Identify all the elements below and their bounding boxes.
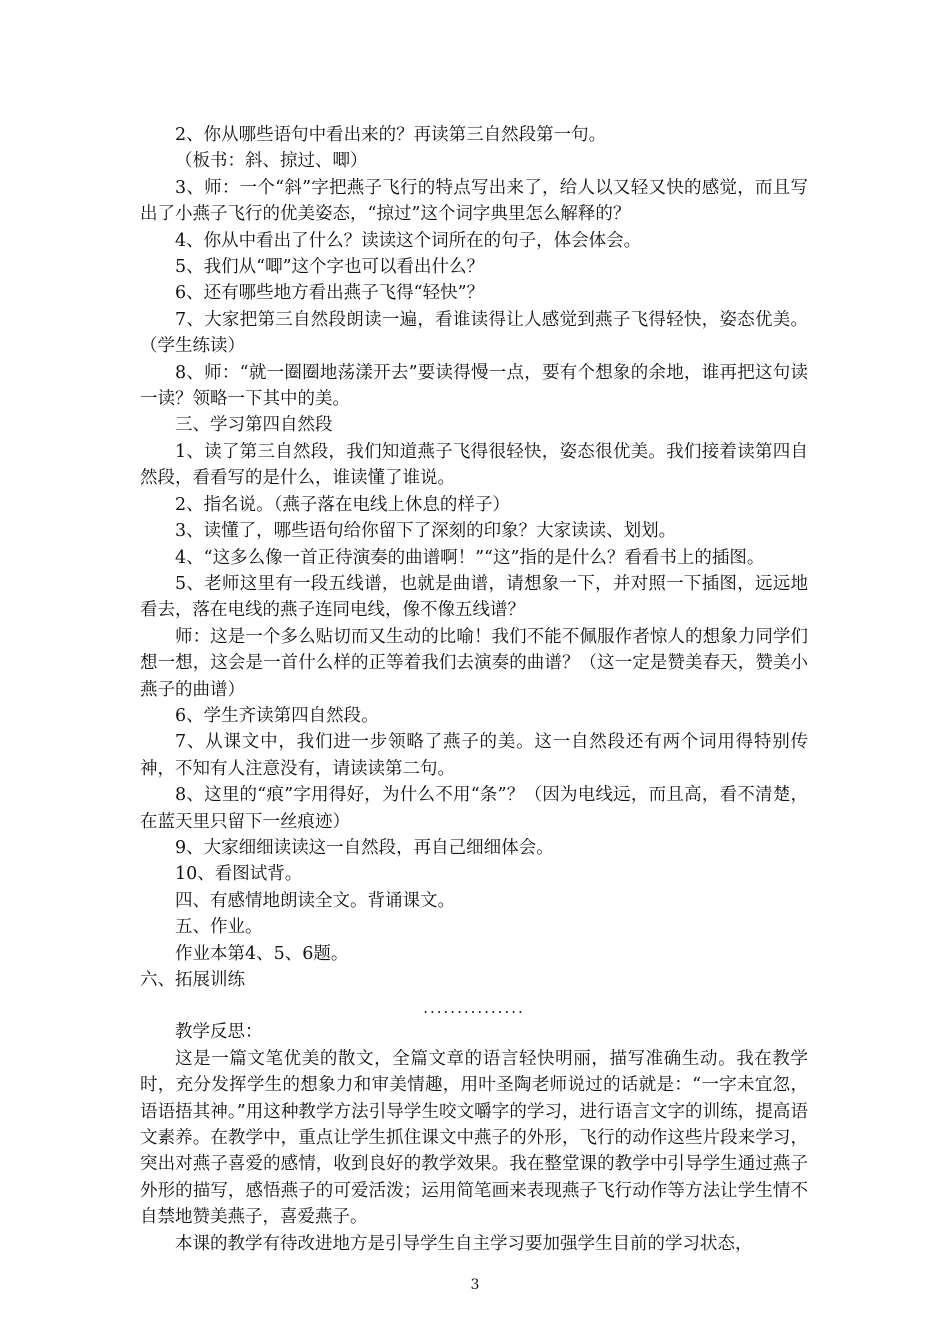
paragraph: 10、看图试背。 (175, 864, 303, 885)
paragraph: 5、老师这里有一段五线谱，也就是曲谱，请想象一下，并对照一下插图，远远地看去，落在电线的燕子连同电线，像不像五线谱？ (140, 573, 808, 621)
paragraph: 4、“这多么像一首正待演奏的曲谱啊！”“这”指的是什么？看看书上的插图。 (175, 547, 765, 568)
paragraph: 9、大家细细读读这一自然段，再自己细细体会。 (175, 837, 554, 858)
paragraph: 六、拓展训练 (140, 970, 245, 990)
paragraph: 4、你从中看出了什么？读读这个词所在的句子，体会体会。 (175, 230, 642, 251)
paragraph: 8、这里的“痕”字用得好，为什么不用“条”？（因为电线远，而且高，看不清楚，在蓝天里只留下一丝痕迹） (140, 785, 808, 832)
paragraph: 本课的教学有待改进地方是引导学生自主学习要加强学生目前的学习状态， (175, 1233, 753, 1254)
teaching-reflection (140, 1019, 808, 1257)
paragraph: 3、读懂了，哪些语句给你留下了深刻的印象？大家读读、划划。 (175, 521, 677, 542)
paragraph: 2、你从哪些语句中看出来的？再读第三自然段第一句。 (175, 125, 607, 145)
lesson-steps (140, 122, 808, 993)
paragraph: 师：这是一个多么贴切而又生动的比喻！我们不能不佩服作者惊人的想象力同学们想一想，这会是一首什么样的正等着我们去演奏的曲谱？（这一定是赞美春天，赞美小燕子的曲谱） (140, 626, 808, 700)
paragraph: 四、有感情地朗读全文。背诵课文。 (175, 890, 455, 911)
paragraph: 三、学习第四自然段 (175, 415, 333, 436)
paragraph: 7、大家把第三自然段朗读一遍，看谁读得让人感觉到燕子飞得轻快，姿态优美。（学生练读） (140, 309, 808, 357)
paragraph: 8、师：“就一圈圈地荡漾开去”要读得慢一点，要有个想象的余地，谁再把这句读一读？领略一下其中的美。 (140, 362, 808, 410)
paragraph: 3、师：一个“斜”字把燕子飞行的特点写出来了，给人以又轻又快的感觉，而且写出了小燕子飞行的优美姿态，“掠过”这个词字典里怎么解释的？ (140, 177, 808, 225)
paragraph: 教学反思： (175, 1022, 263, 1043)
paragraph: 五、作业。 (175, 917, 263, 938)
document-body (140, 122, 808, 1257)
paragraph: 6、学生齐读第四自然段。 (175, 705, 379, 726)
paragraph: 作业本第4、5、6题。 (175, 943, 349, 964)
paragraph: 7、从课文中，我们进一步领略了燕子的美。这一自然段还有两个词用得特别传神，不知有人注意没有，请读读第二句。 (140, 732, 808, 779)
paragraph: （板书：斜、掠过、唧） (175, 151, 368, 172)
paragraph: 这是一篇文笔优美的散文，全篇文章的语言轻快明丽，描写准确生动。我在教学时，充分发挥学生的想象力和审美情趣，用叶圣陶老师说过的话就是：“一字未宜忽，语语捂其神。”用这种教学方法引导学生咬文嚼字的学习，进行语言文字的训练，提高语文素养。在教学中，重点让学生抓住课文中燕子的外形，飞行的动作这些片段来学习，突出对燕子喜爱的感情，收到良好的教学效果。我在整堂课的教学中引导学生通过燕子外形的描写，感悟燕子的可爱活泼；运用简笔画来表现燕子飞行动作等方法让学生情不自禁地赞美燕子，喜爱燕子。 (140, 1048, 808, 1228)
paragraph: 6、还有哪些地方看出燕子飞得“轻快”？ (175, 283, 485, 304)
paragraph: 5、我们从“唧”这个字也可以看出什么？ (175, 257, 485, 278)
page-number: 3 (470, 1277, 480, 1293)
paragraph: 2、指名说。（燕子落在电线上休息的样子） (175, 494, 510, 515)
section-separator: ............... (423, 999, 525, 1018)
paragraph: 1、读了第三自然段，我们知道燕子飞得很轻快，姿态很优美。我们接着读第四自然段，看看写的是什么，谁读懂了谁说。 (140, 441, 808, 489)
